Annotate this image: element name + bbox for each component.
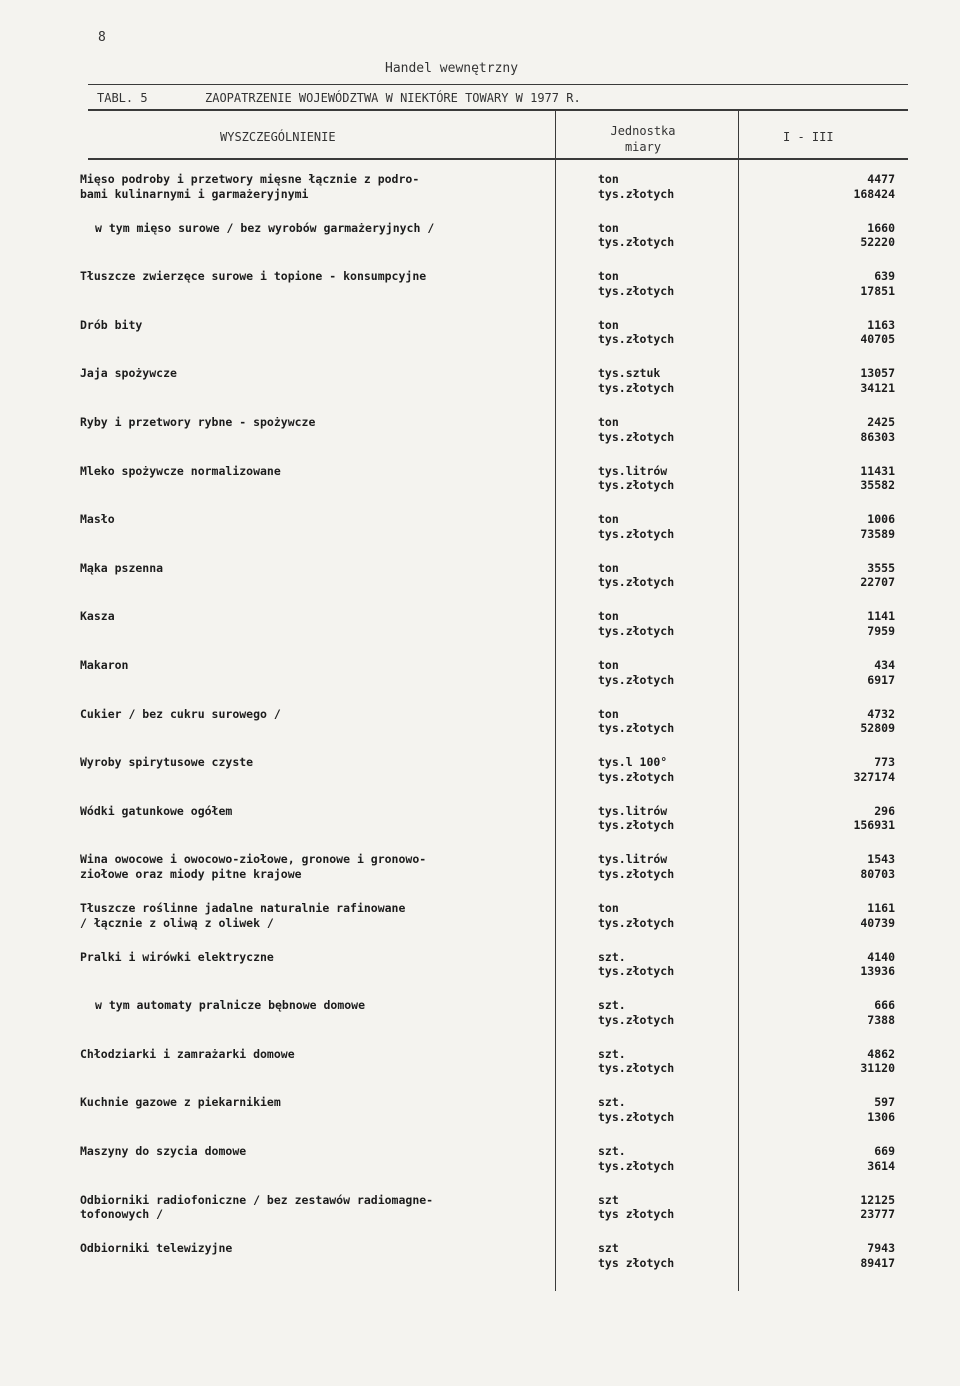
row-value — [800, 755, 895, 784]
row-value — [800, 1144, 895, 1173]
top-rule — [88, 84, 908, 85]
row-name-line: Pralki i wirówki elektryczne — [80, 949, 274, 964]
row-name — [80, 1144, 550, 1159]
row-name-line: Chłodziarki i zamrażarki domowe — [80, 1046, 295, 1061]
row-value — [800, 950, 895, 979]
row-unit — [598, 561, 748, 590]
row-value-line: 7943 — [867, 1241, 895, 1256]
header-period: I - III — [783, 130, 834, 144]
row-value — [800, 512, 895, 541]
row-name-line: Mięso podroby i przetwory mięsne łącznie z podro- — [80, 172, 420, 186]
row-value-line: 52220 — [860, 235, 895, 250]
row-name-line: Jaja spożywcze — [80, 366, 177, 381]
row-unit — [598, 464, 748, 493]
row-value-line: 23777 — [860, 1207, 895, 1222]
table-title: ZAOPATRZENIE WOJEWÓDZTWA W NIEKTÓRE TOWARY W 1977 R. — [205, 91, 581, 105]
row-name — [80, 950, 550, 965]
row-unit-line: tys.złotych — [598, 769, 675, 784]
row-value — [800, 318, 895, 347]
row-unit-line: tys.złotych — [598, 915, 675, 930]
row-name — [80, 318, 550, 333]
row-unit-line: ton — [598, 220, 619, 235]
row-name-line: / łącznie z oliwą z oliwek / — [80, 915, 274, 930]
row-value-line: 80703 — [860, 866, 895, 881]
row-value-line: 669 — [874, 1144, 895, 1158]
row-name — [80, 269, 550, 284]
row-value-line: 40739 — [860, 915, 895, 930]
row-unit-line: tys.złotych — [598, 1061, 675, 1076]
header-unit-line1: Jednostka — [610, 124, 676, 138]
row-unit-line: tys.złotych — [598, 429, 675, 444]
row-unit-line: tys.złotych — [598, 235, 675, 250]
row-name-line: Maszyny do szycia domowe — [80, 1144, 247, 1158]
row-name — [80, 707, 550, 722]
row-unit — [598, 366, 748, 395]
row-unit-line: szt. — [598, 998, 626, 1013]
row-unit-line: tys.złotych — [598, 1012, 675, 1027]
row-unit — [598, 609, 748, 638]
row-unit-line: tys.złotych — [598, 526, 675, 541]
row-value-line: 73589 — [860, 526, 895, 541]
row-value-line: 434 — [874, 658, 895, 672]
row-value-line: 327174 — [853, 769, 895, 784]
row-unit-line: ton — [598, 317, 619, 332]
row-unit-line: ton — [598, 560, 619, 575]
row-value-line: 3614 — [867, 1158, 895, 1173]
row-name-line: Mąka pszenna — [80, 560, 164, 575]
row-name-line: Kasza — [80, 609, 115, 624]
row-unit — [598, 1193, 748, 1222]
row-unit-line: szt — [598, 1192, 619, 1207]
row-value-line: 12125 — [860, 1192, 895, 1207]
row-unit — [598, 415, 748, 444]
row-unit-line: szt. — [598, 949, 626, 964]
row-value — [800, 658, 895, 687]
row-unit-line: tys.złotych — [598, 1109, 675, 1124]
row-value-line: 3555 — [867, 560, 895, 575]
row-unit-line: tys.złotych — [598, 186, 675, 201]
row-unit — [598, 804, 748, 833]
row-unit-line: ton — [598, 172, 619, 186]
row-name — [80, 1193, 550, 1222]
header-bottom-rule — [88, 158, 908, 160]
row-unit-line: szt — [598, 1241, 619, 1256]
row-value-line: 4477 — [867, 172, 895, 186]
row-unit-line: tys.złotych — [598, 623, 675, 638]
row-value — [800, 561, 895, 590]
row-name-line: Wyroby spirytusowe czyste — [80, 755, 254, 770]
row-name — [80, 755, 550, 770]
row-unit-line: tys.złotych — [598, 818, 675, 833]
row-unit-line: tys.litrów — [598, 852, 668, 867]
row-unit — [598, 901, 748, 930]
row-unit — [598, 707, 748, 736]
row-value-line: 1141 — [867, 609, 895, 624]
title-rule — [88, 109, 908, 111]
row-value-line: 86303 — [860, 429, 895, 444]
row-unit-line: tys.złotych — [598, 283, 675, 298]
row-unit — [598, 998, 748, 1027]
table-label: TABL. 5 — [97, 91, 148, 105]
row-unit-line: tys.złotych — [598, 964, 675, 979]
row-unit-line: tys.złotych — [598, 1158, 675, 1173]
row-unit — [598, 852, 748, 881]
row-unit — [598, 1241, 748, 1270]
row-value-line: 40705 — [860, 332, 895, 347]
row-name-line: bami kulinarnymi i garmażeryjnymi — [80, 186, 309, 201]
header-unit-line2: miary — [624, 140, 662, 154]
row-name — [80, 464, 550, 479]
row-unit-line: ton — [598, 901, 619, 915]
row-value-line: 156931 — [853, 818, 895, 833]
row-unit-line: tys.litrów — [598, 463, 668, 478]
row-unit — [598, 318, 748, 347]
header-name: WYSZCZEGÓLNIENIE — [220, 130, 336, 144]
row-value — [800, 172, 895, 201]
row-name-line: Makaron — [80, 658, 129, 672]
row-unit — [598, 755, 748, 784]
row-unit — [598, 1144, 748, 1173]
row-unit-line: tys.l 100° — [598, 755, 668, 770]
row-value-line: 35582 — [860, 478, 895, 493]
row-name-line: w tym automaty pralnicze bębnowe domowe — [95, 998, 366, 1013]
row-unit-line: tys.litrów — [598, 803, 668, 818]
row-name-line: Cukier / bez cukru surowego / — [80, 706, 281, 721]
row-name — [80, 658, 550, 673]
row-name-line: Mleko spożywcze normalizowane — [80, 463, 281, 478]
row-name-line: Tłuszcze zwierzęce surowe i topione - konsumpcyjne — [80, 269, 427, 284]
row-value — [800, 415, 895, 444]
row-value-line: 13057 — [860, 366, 895, 381]
row-value — [800, 1193, 895, 1222]
row-value-line: 597 — [874, 1095, 895, 1110]
row-value-line: 11431 — [860, 463, 895, 478]
row-value-line: 1006 — [867, 512, 895, 527]
row-value — [800, 221, 895, 250]
column-divider-1 — [555, 111, 556, 1291]
row-unit-line: szt. — [598, 1046, 626, 1061]
row-unit — [598, 269, 748, 298]
row-name-line: Wina owocowe i owocowo-ziołowe, gronowe i gronowo- — [80, 852, 427, 867]
row-unit-line: tys.sztuk — [598, 366, 661, 381]
row-name-line: Ryby i przetwory rybne - spożywcze — [80, 415, 316, 429]
row-unit-line: ton — [598, 415, 619, 429]
row-name — [80, 172, 550, 201]
row-value-line: 296 — [874, 803, 895, 818]
row-unit — [598, 658, 748, 687]
row-unit — [598, 1095, 748, 1124]
row-unit-line: ton — [598, 706, 619, 721]
row-name-line: Odbiorniki radiofoniczne / bez zestawów radiomagne- — [80, 1192, 434, 1207]
row-name — [80, 1095, 550, 1110]
row-name — [80, 852, 550, 881]
row-value — [800, 366, 895, 395]
row-value-line: 31120 — [860, 1061, 895, 1076]
row-value-line: 1306 — [867, 1109, 895, 1124]
row-name — [80, 415, 550, 430]
row-value-line: 52809 — [860, 721, 895, 736]
row-unit — [598, 512, 748, 541]
row-name — [80, 609, 550, 624]
row-value-line: 13936 — [860, 964, 895, 979]
row-value — [800, 1095, 895, 1124]
row-value-line: 34121 — [860, 380, 895, 395]
row-value-line: 17851 — [860, 283, 895, 298]
row-value-line: 1163 — [867, 317, 895, 332]
row-unit-line: ton — [598, 269, 619, 284]
row-value-line: 639 — [874, 269, 895, 284]
row-value-line: 168424 — [853, 186, 895, 201]
row-value-line: 7959 — [867, 623, 895, 638]
row-value — [800, 1241, 895, 1270]
row-value-line: 1161 — [867, 901, 895, 915]
row-name — [80, 512, 550, 527]
row-value-line: 666 — [874, 998, 895, 1013]
row-unit — [598, 221, 748, 250]
row-unit-line: tys.złotych — [598, 721, 675, 736]
row-value-line: 2425 — [867, 415, 895, 429]
row-unit-line: szt. — [598, 1144, 626, 1158]
row-value — [800, 609, 895, 638]
row-name-line: Wódki gatunkowe ogółem — [80, 803, 233, 818]
header-unit — [593, 123, 693, 155]
row-value — [800, 707, 895, 736]
row-unit-line: tys.złotych — [598, 478, 675, 493]
row-value-line: 22707 — [860, 575, 895, 590]
row-name-line: Kuchnie gazowe z piekarnikiem — [80, 1095, 281, 1110]
section-title: Handel wewnętrzny — [385, 61, 519, 76]
row-unit-line: ton — [598, 658, 619, 672]
row-value-line: 4732 — [867, 706, 895, 721]
row-value-line: 773 — [874, 755, 895, 770]
row-unit-line: tys.złotych — [598, 672, 675, 687]
row-unit — [598, 172, 748, 201]
row-name-line: Odbiorniki telewizyjne — [80, 1241, 233, 1256]
row-value-line: 4862 — [867, 1046, 895, 1061]
row-name-line: Tłuszcze roślinne jadalne naturalnie rafinowane — [80, 901, 406, 915]
row-unit-line: ton — [598, 609, 619, 624]
row-unit-line: tys złotych — [598, 1255, 675, 1270]
row-value-line: 6917 — [867, 672, 895, 687]
row-name-line: w tym mięso surowe / bez wyrobów garmażeryjnych / — [95, 220, 435, 235]
page-number: 8 — [98, 30, 106, 45]
row-unit-line: tys.złotych — [598, 332, 675, 347]
row-value — [800, 269, 895, 298]
row-value — [800, 998, 895, 1027]
row-name-line: Drób bity — [80, 317, 143, 332]
row-value — [800, 852, 895, 881]
row-value-line: 1543 — [867, 852, 895, 867]
row-unit-line: tys złotych — [598, 1207, 675, 1222]
row-unit-line: tys.złotych — [598, 575, 675, 590]
row-value-line: 89417 — [860, 1255, 895, 1270]
row-value — [800, 804, 895, 833]
row-name — [95, 221, 565, 236]
row-name-line: Masło — [80, 512, 115, 527]
row-unit-line: tys.złotych — [598, 866, 675, 881]
row-value-line: 1660 — [867, 220, 895, 235]
row-value — [800, 901, 895, 930]
row-unit-line: ton — [598, 512, 619, 527]
row-name — [80, 1241, 550, 1256]
row-value — [800, 464, 895, 493]
row-unit-line: szt. — [598, 1095, 626, 1110]
row-name — [80, 901, 550, 930]
row-unit — [598, 950, 748, 979]
row-name — [80, 366, 550, 381]
row-value — [800, 1047, 895, 1076]
row-value-line: 7388 — [867, 1012, 895, 1027]
row-name — [80, 1047, 550, 1062]
row-unit-line: tys.złotych — [598, 380, 675, 395]
row-name-line: tofonowych / — [80, 1207, 164, 1222]
row-name — [80, 561, 550, 576]
row-name-line: ziołowe oraz miody pitne krajowe — [80, 866, 302, 881]
row-unit — [598, 1047, 748, 1076]
row-name — [80, 804, 550, 819]
row-value-line: 4140 — [867, 949, 895, 964]
row-name — [95, 998, 565, 1013]
